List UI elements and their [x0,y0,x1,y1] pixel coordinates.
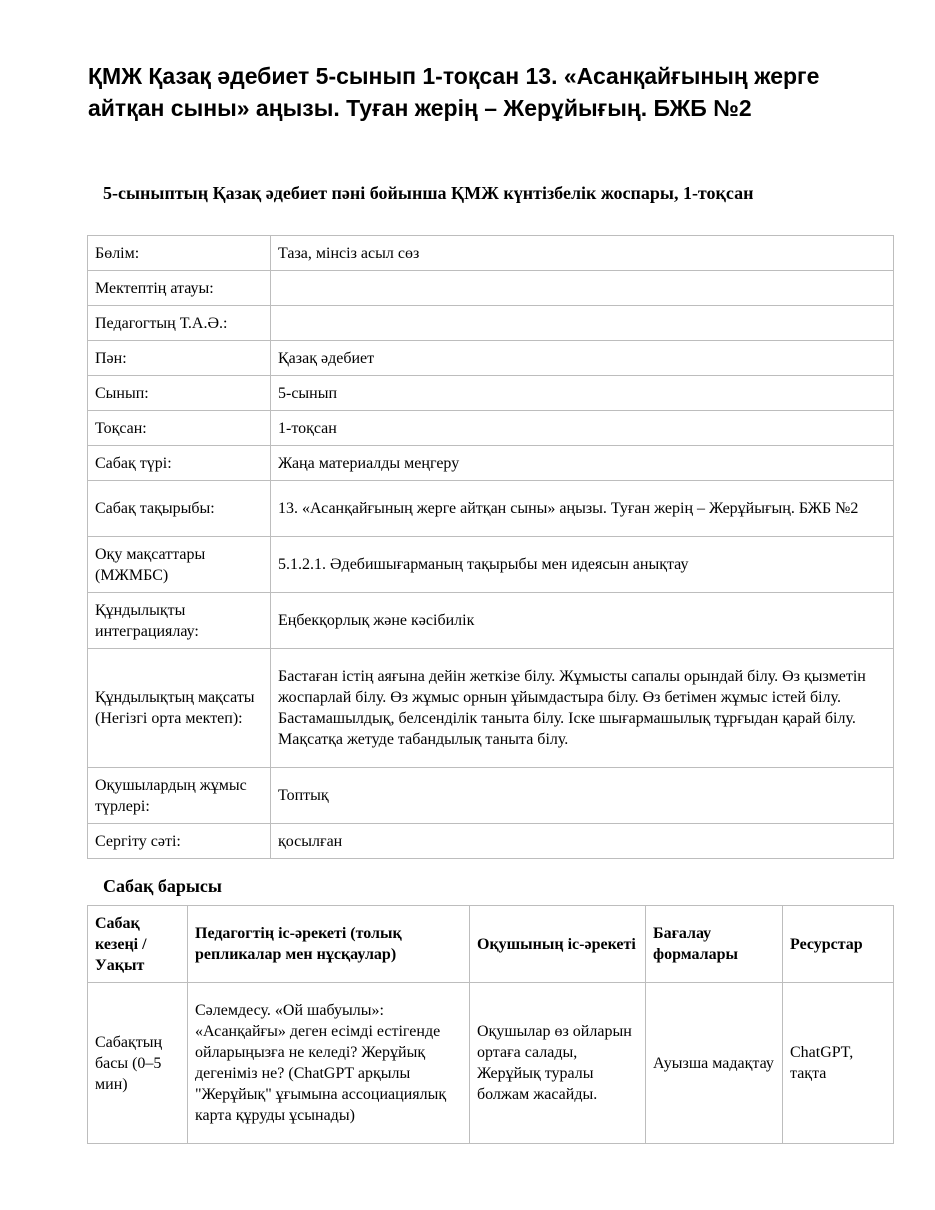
table-row [88,306,894,341]
column-header: Бағалау формалары [646,906,783,983]
row-label: Пән: [88,341,271,376]
row-label: Оқу мақсаттары (МЖМБС) [88,537,271,593]
table-row [88,341,894,376]
row-value: Қазақ әдебиет [271,341,894,376]
row-label: Құндылықты интеграциялау: [88,593,271,649]
row-value: 5-сынып [271,376,894,411]
table-row [88,446,894,481]
row-value: Еңбекқорлық және кәсібилік [271,593,894,649]
row-value: қосылған [271,824,894,859]
row-value: 13. «Асанқайғының жерге айтқан сыны» аңызы. Туған жерің – Жерұйығың. БЖБ №2 [271,481,894,537]
column-header: Сабақ кезеңі / Уақыт [88,906,188,983]
table-row [88,537,894,593]
row-value: Бастаған істің аяғына дейін жеткізе білу. Жұмысты сапалы орындай білу. Өз қызметін жоспарлай білу. Өз жұмыс орнын ұйымдастыра білу. Өз бетімен жұмыс істей білу. Бастамашылдық, белсенділік таныта білу. Іске шығармашылық тұрғыдан қарай білу. Мақсатқа жетуде табандылық таныта білу. [271,649,894,768]
table-row [88,271,894,306]
table-row [88,824,894,859]
table-row [88,768,894,824]
row-label: Оқушылардың жұмыс түрлері: [88,768,271,824]
assessment-cell: Ауызша мадақтау [646,983,783,1144]
column-header: Ресурстар [783,906,894,983]
table-row [88,649,894,768]
row-label: Тоқсан: [88,411,271,446]
resources-cell: ChatGPT, тақта [783,983,894,1144]
row-label: Мектептің атауы: [88,271,271,306]
row-label: Бөлім: [88,236,271,271]
row-value: Таза, мінсіз асыл сөз [271,236,894,271]
table-header-row [88,906,894,983]
row-value [271,306,894,341]
row-label: Құндылықтың мақсаты (Негізгі орта мектеп): [88,649,271,768]
row-label: Сабақ тақырыбы: [88,481,271,537]
lesson-table [87,905,894,1144]
row-value: 1-тоқсан [271,411,894,446]
row-label: Сынып: [88,376,271,411]
table-row [88,593,894,649]
row-value: 5.1.2.1. Әдебишығарманың тақырыбы мен идеясын анықтау [271,537,894,593]
teacher-activity-cell: Сәлемдесу. «Ой шабуылы»: «Асанқайғы» деген есімді естігенде ойларыңызға не келеді? Жерұйық дегеніміз не? (ChatGPT арқылы "Жерұйық" ұғымына ассоциациялық карта құруды ұсынады) [188,983,470,1144]
row-value [271,271,894,306]
table-row [88,376,894,411]
plan-heading: 5-сыныптың Қазақ әдебиет пәні бойынша ҚМЖ күнтізбелік жоспары, 1-тоқсан [103,183,754,203]
row-label: Педагогтың Т.А.Ә.: [88,306,271,341]
column-header: Оқушының іс-әрекеті [470,906,646,983]
lesson-heading: Сабақ барысы [103,876,222,896]
row-label: Сергіту сәті: [88,824,271,859]
table-row [88,236,894,271]
document-title: ҚМЖ Қазақ әдебиет 5-сынып 1-тоқсан 13. «Асанқайғының жерге айтқан сыны» аңызы. Туған жерің – Жерұйығың. БЖБ №2 [88,63,820,121]
lesson-stage-cell: Сабақтың басы (0–5 мин) [88,983,188,1144]
table-row [88,481,894,537]
row-value: Жаңа материалды меңгеру [271,446,894,481]
row-label: Сабақ түрі: [88,446,271,481]
row-value: Топтық [271,768,894,824]
plan-info-table [87,235,894,859]
table-row [88,983,894,1144]
student-activity-cell: Оқушылар өз ойларын ортаға салады, Жерұйық туралы болжам жасайды. [470,983,646,1144]
column-header: Педагогтің іс-әрекеті (толық репликалар мен нұсқаулар) [188,906,470,983]
table-row [88,411,894,446]
